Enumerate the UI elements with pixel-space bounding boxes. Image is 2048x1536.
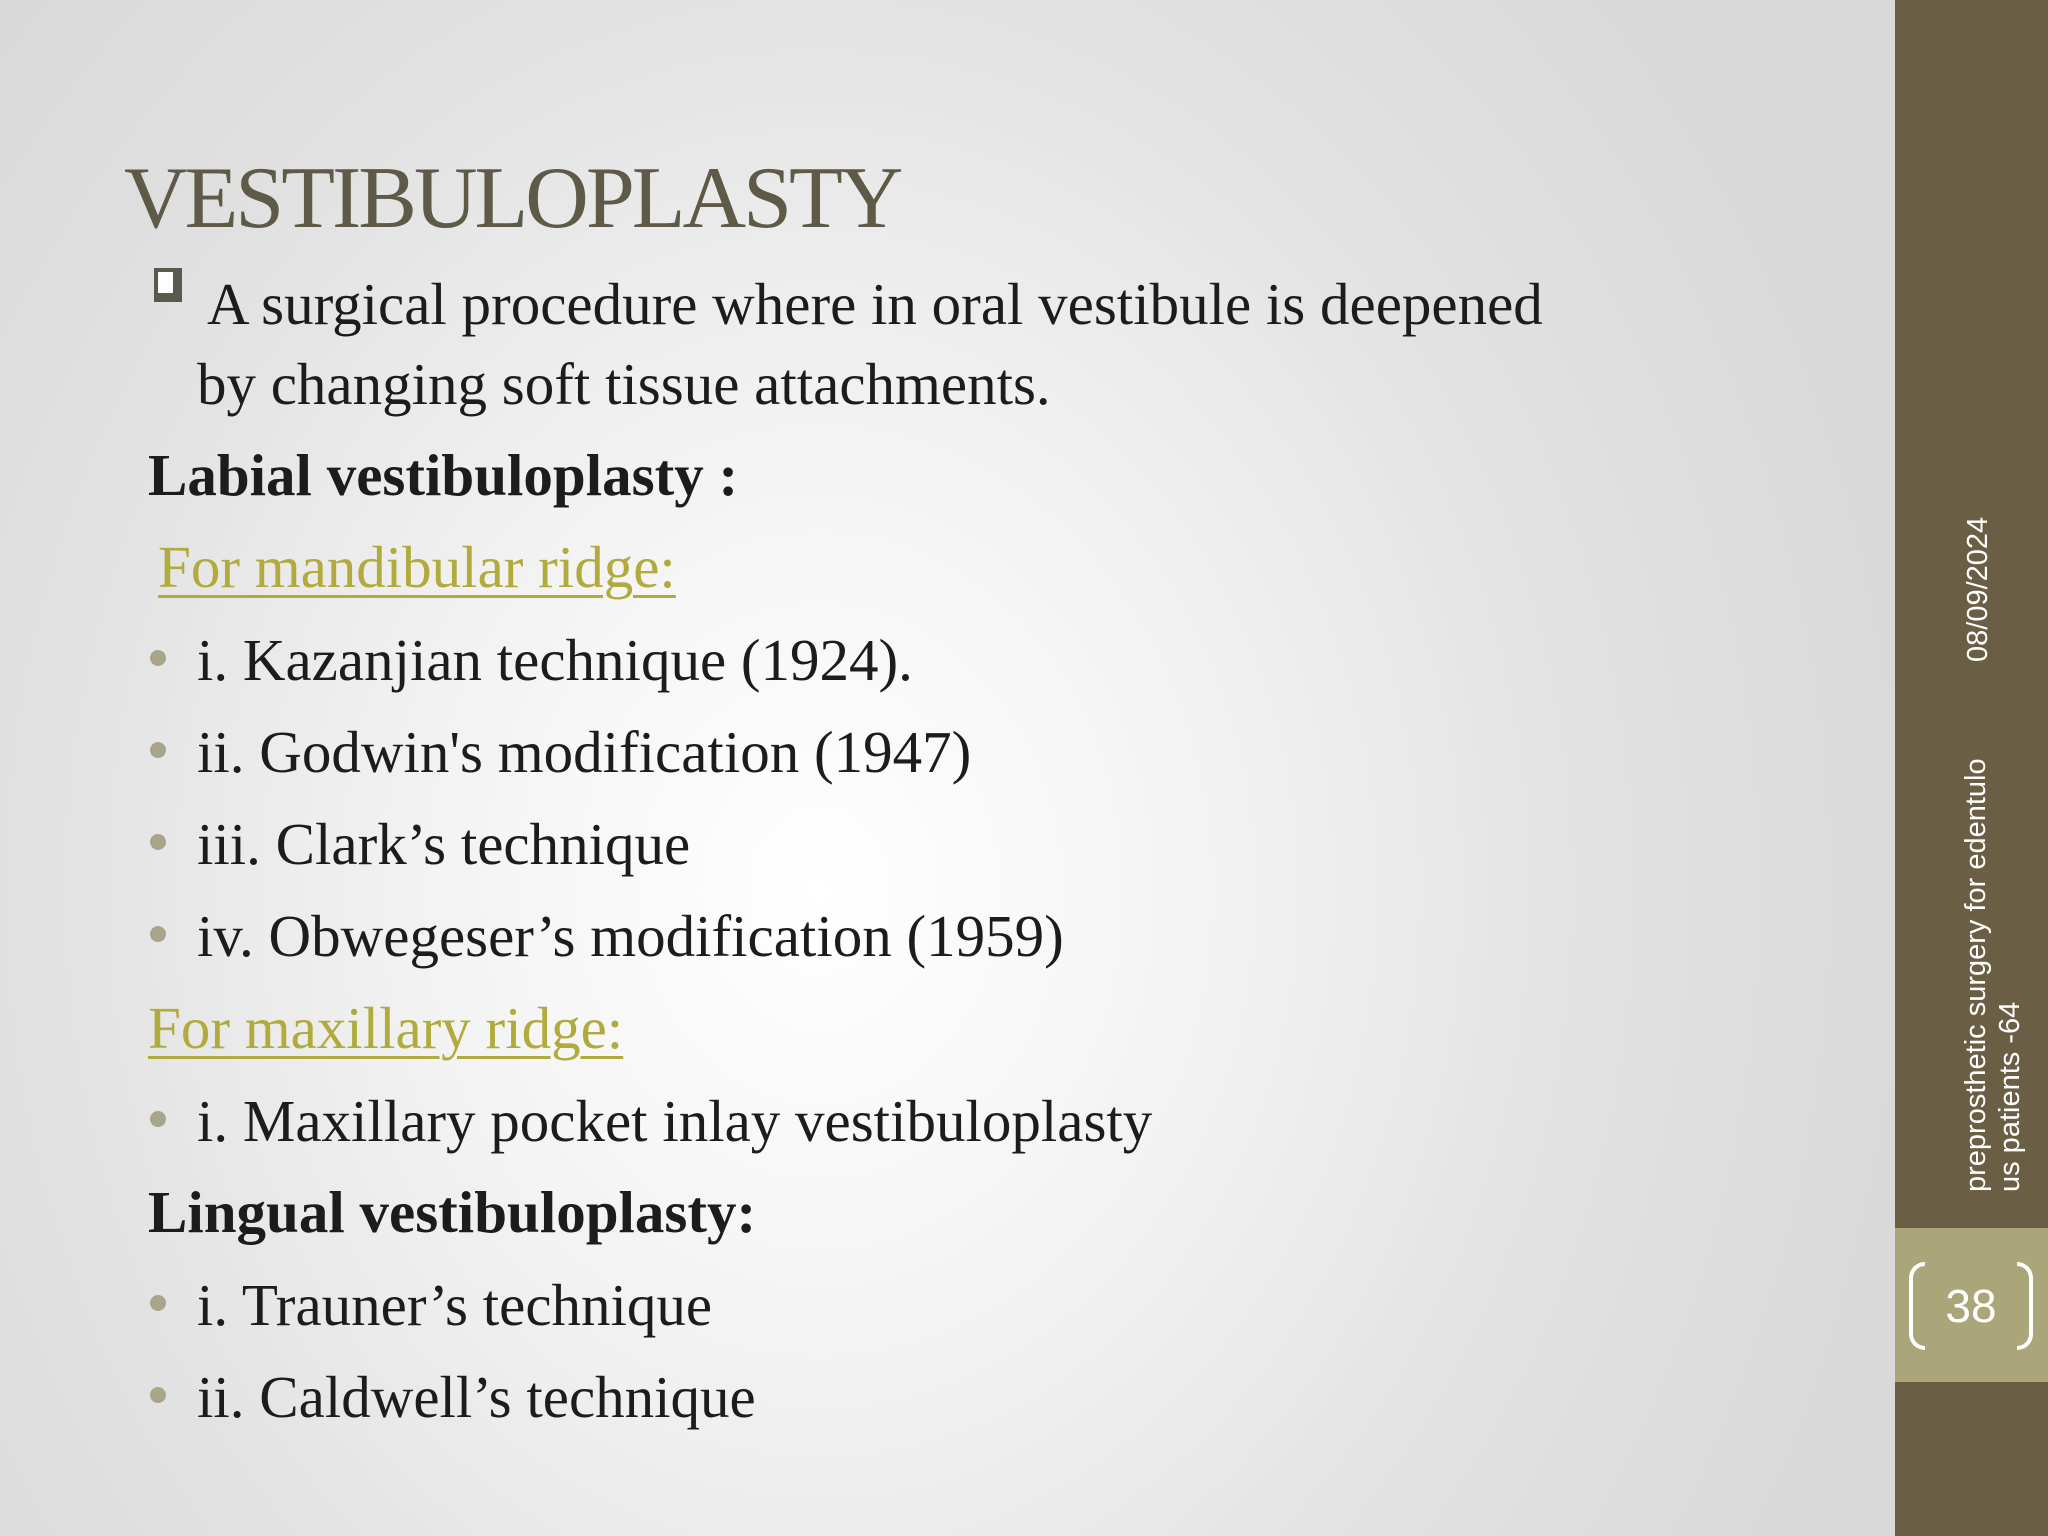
- footer-caption-line-1: preprosthetic surgery for edentulo: [1960, 758, 1992, 1192]
- list-item: i. Kazanjian technique (1924).: [197, 627, 913, 693]
- bullet-icon: [150, 926, 166, 942]
- bullet-icon: [150, 742, 166, 758]
- list-item: ii. Caldwell’s technique: [197, 1364, 756, 1430]
- mandibular-ridge-link[interactable]: For mandibular ridge:: [158, 534, 676, 600]
- bullet-icon: [150, 1111, 166, 1127]
- page-number-frame: [1909, 1262, 2033, 1350]
- maxillary-ridge-link[interactable]: For maxillary ridge:: [148, 995, 624, 1061]
- page-number-band: [1895, 1228, 2048, 1382]
- list-item: ii. Godwin's modification (1947): [197, 719, 972, 785]
- slide-title: VESTIBULOPLASTY: [124, 150, 901, 247]
- list-item: iv. Obwegeser’s modification (1959): [197, 903, 1064, 969]
- intro-line-2: by changing soft tissue attachments.: [197, 351, 1051, 417]
- page-number: 38: [1945, 1280, 1997, 1332]
- list-item: iii. Clark’s technique: [197, 811, 691, 877]
- bullet-icon: [150, 1387, 166, 1403]
- bullet-icon: [150, 834, 166, 850]
- bullet-icon: [150, 650, 166, 666]
- list-item: i. Trauner’s technique: [197, 1272, 713, 1338]
- checkbox-bullet-icon: [154, 268, 182, 302]
- labial-heading: Labial vestibuloplasty :: [148, 442, 739, 508]
- footer-caption-line-2: us patients -64: [1994, 1001, 2026, 1192]
- footer-date: 08/09/2024: [1962, 516, 1994, 662]
- bullet-icon: [150, 1295, 166, 1311]
- lingual-heading: Lingual vestibuloplasty:: [148, 1179, 757, 1245]
- list-item: i. Maxillary pocket inlay vestibuloplasty: [197, 1088, 1153, 1154]
- intro-line-1: A surgical procedure where in oral vestibule is deepened: [207, 271, 1543, 337]
- footer-caption: [1959, 758, 2027, 1192]
